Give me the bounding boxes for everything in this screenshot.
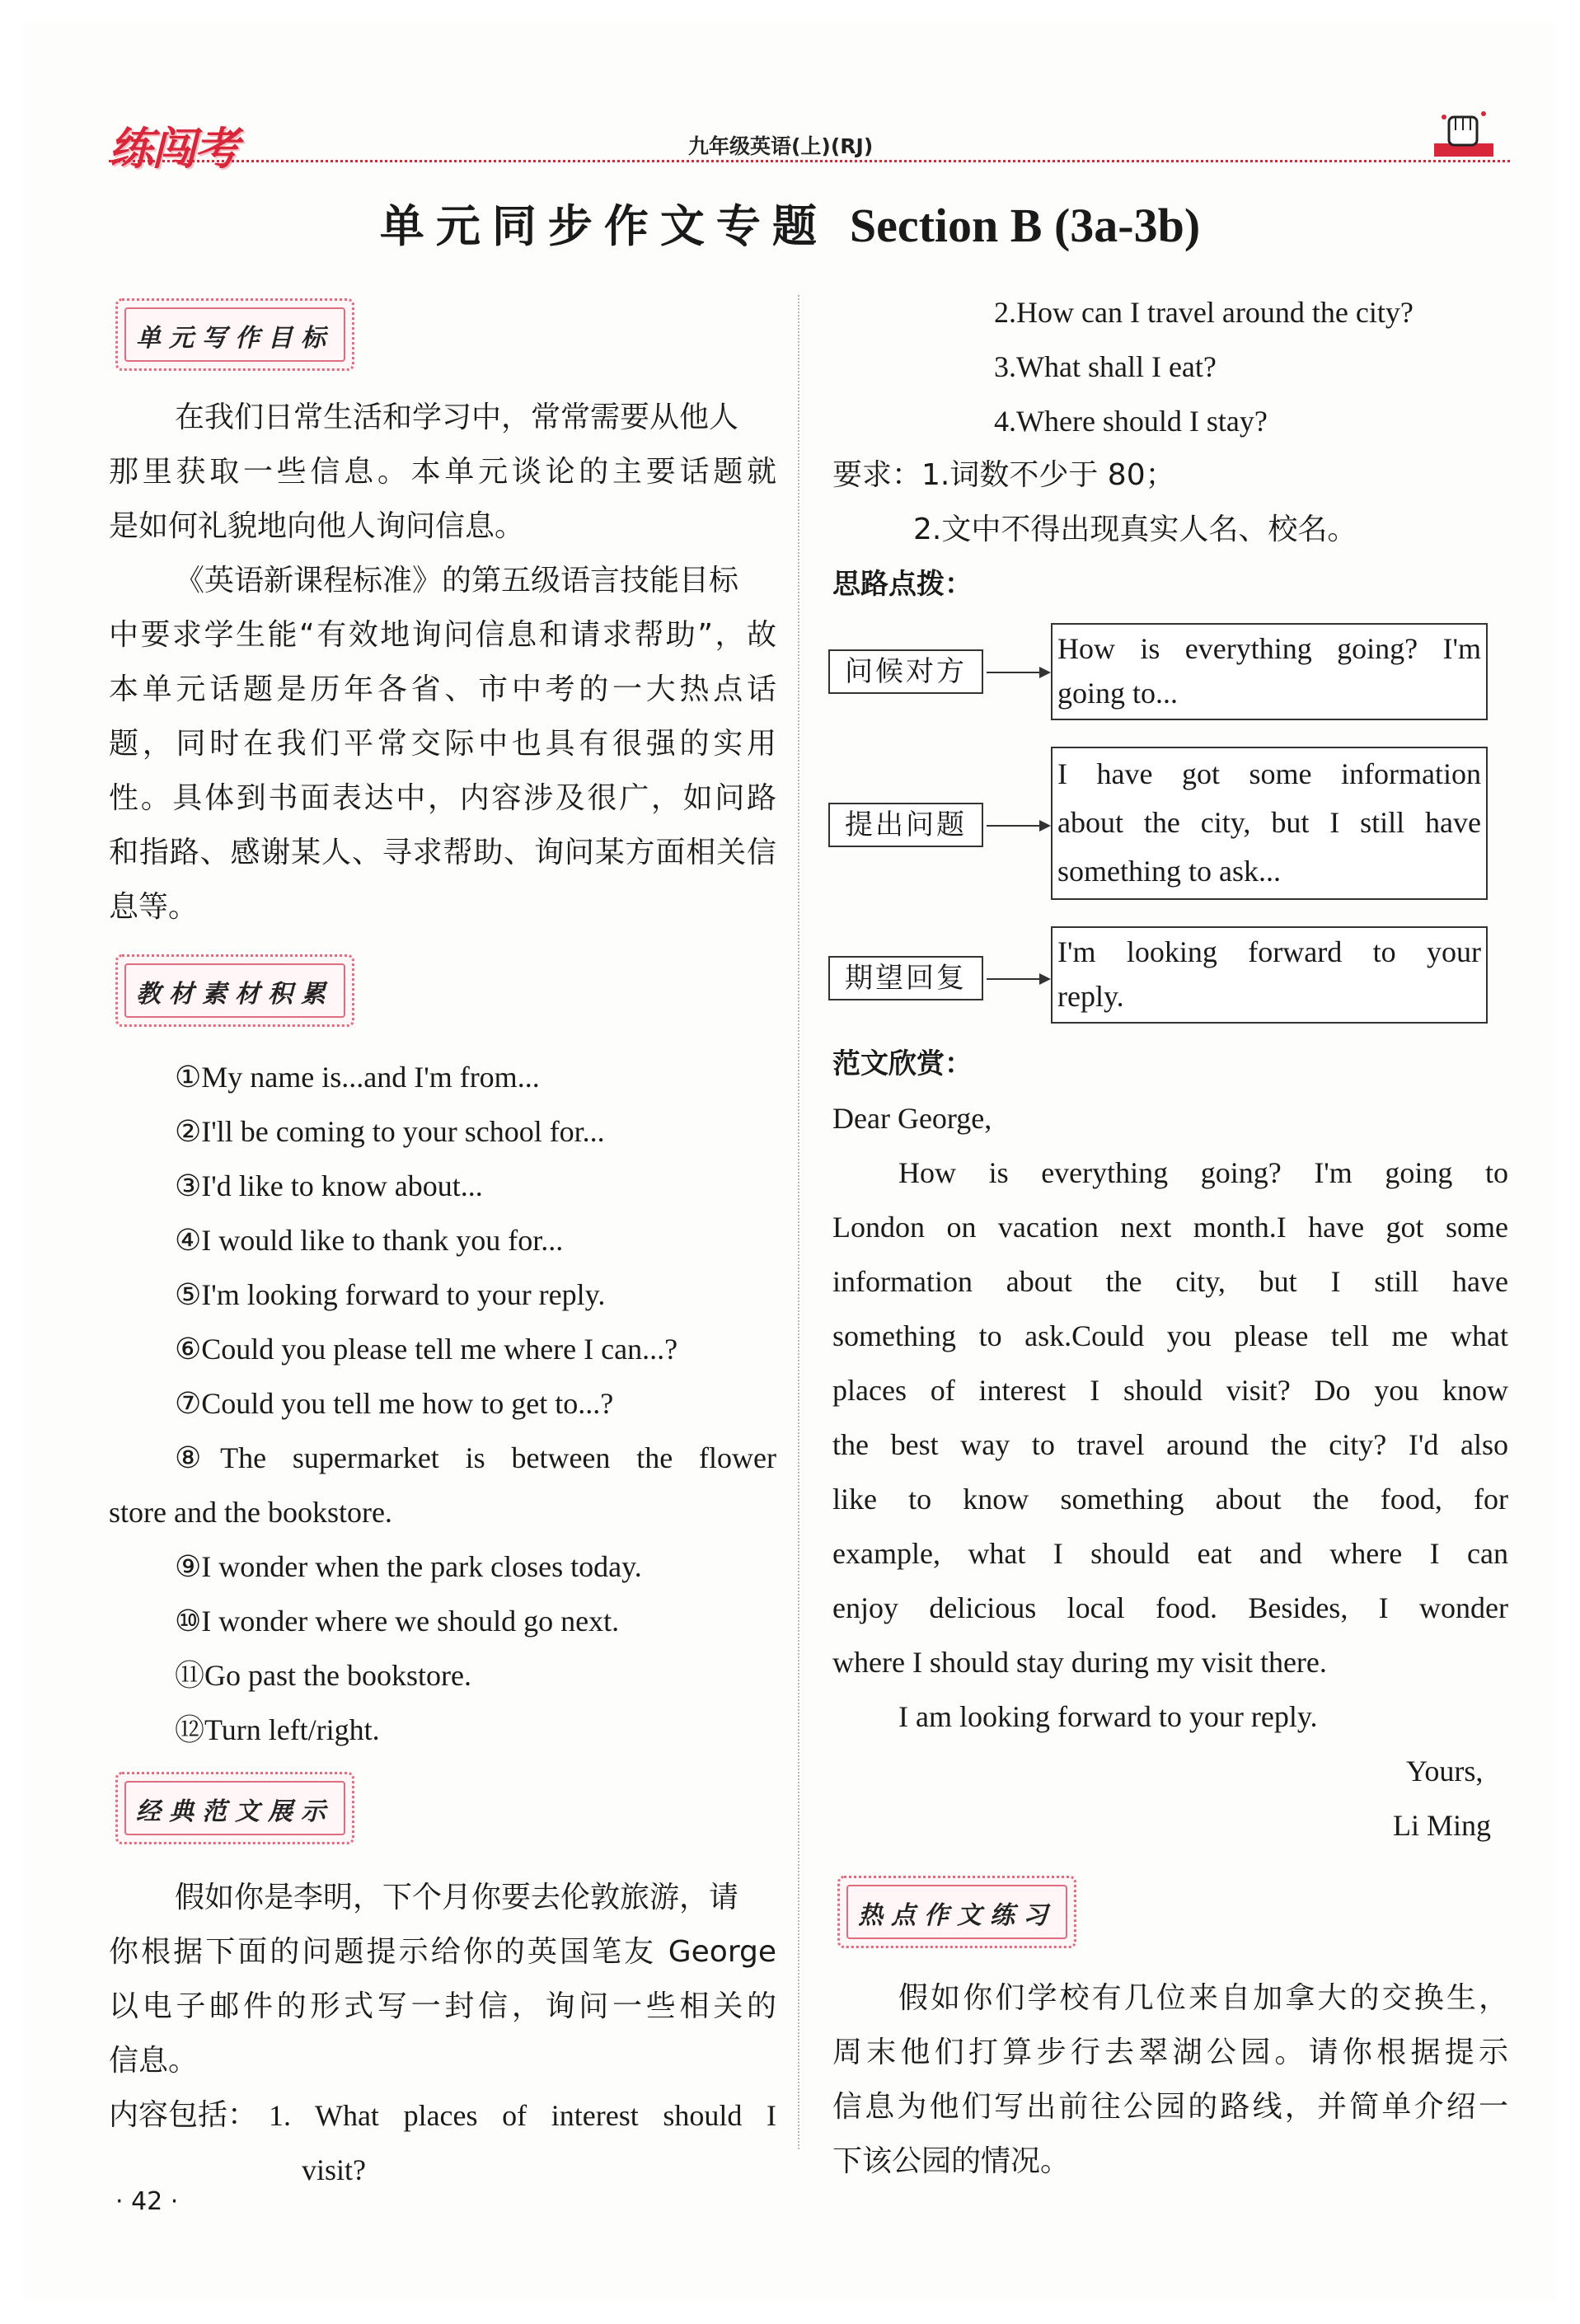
- letter-signoff: Yours,: [1406, 1755, 1484, 1788]
- flow-ask-line-1: I have got some information: [1057, 757, 1481, 790]
- brand-logo: 练闯考: [109, 123, 237, 175]
- letter-closing: I am looking forward to your reply.: [898, 1700, 1318, 1733]
- flow-arrow-2: [987, 825, 1049, 827]
- flow-step-reply: 期望回复: [828, 956, 983, 1000]
- hot-line-3: 信息为他们写出前往公园的路线，并简单介绍一: [832, 2090, 1508, 2124]
- letter-line-9: enjoy delicious local food. Besides, I wonder: [832, 1591, 1508, 1624]
- page-title: [0, 191, 1580, 255]
- material-item-3: ③I'd like to know about...: [175, 1169, 483, 1202]
- tips-heading: 思路点拨：: [832, 568, 973, 601]
- goal-line-7: 题，同时在我们平常交际中也具有很强的实用: [109, 727, 776, 761]
- content-question-4: 4.Where should I stay?: [994, 405, 1268, 438]
- material-item-9: ⑨I wonder when the park closes today.: [175, 1550, 642, 1583]
- content-question-1: 1. What places of interest should I: [269, 2099, 776, 2132]
- goal-line-9: 和指路、感谢某人、寻求帮助、询问某方面相关信: [109, 836, 776, 869]
- task-line-1: 假如你是李明，下个月你要去伦敦旅游，请: [175, 1881, 739, 1914]
- content-question-1-cont: visit?: [302, 2153, 366, 2186]
- material-item-5: ⑤I'm looking forward to your reply.: [175, 1278, 606, 1311]
- material-item-1: ①My name is...and I'm from...: [175, 1061, 540, 1094]
- letter-line-4: something to ask.Could you please tell me what: [832, 1319, 1508, 1352]
- material-item-12: ⑫Turn left/right.: [175, 1713, 380, 1746]
- goal-line-6: 本单元话题是历年各省、市中考的一大热点话: [109, 672, 776, 706]
- section-label-hot: 热点作文练习: [837, 1876, 1076, 1948]
- flow-content-ask: [1051, 747, 1488, 900]
- material-item-2: ②I'll be coming to your school for...: [175, 1115, 605, 1148]
- goal-line-2: 那里获取一些信息。本单元谈论的主要话题就: [109, 455, 776, 489]
- flow-greet-line-2: going to...: [1057, 677, 1179, 710]
- content-prefix: 内容包括：: [109, 2098, 258, 2132]
- page-number: · 42 ·: [115, 2187, 179, 2216]
- flow-ask-line-3: something to ask...: [1057, 855, 1281, 888]
- flow-reply-line-2: reply.: [1057, 980, 1124, 1013]
- material-item-7: ⑦Could you tell me how to get to...?: [175, 1387, 614, 1420]
- section-label-classic: 经典范文展示: [115, 1772, 354, 1844]
- goal-line-1: 在我们日常生活和学习中，常常需要从他人: [175, 401, 739, 434]
- goal-line-10: 息等。: [109, 890, 199, 924]
- flow-arrow-3: [987, 978, 1049, 980]
- material-item-6: ⑥Could you please tell me where I can...?: [175, 1333, 678, 1366]
- flow-step-greet: 问候对方: [828, 649, 983, 694]
- book-title: 九年级英语(上)(RJ): [688, 134, 874, 158]
- material-item-11: ⑪Go past the bookstore.: [175, 1659, 471, 1692]
- letter-line-1: How is everything going? I'm going to: [898, 1156, 1508, 1189]
- flow-step-ask: 提出问题: [828, 803, 983, 847]
- letter-line-8: example, what I should eat and where I can: [832, 1537, 1508, 1570]
- fist-icon: [1431, 105, 1497, 160]
- hot-line-4: 下该公园的情况。: [832, 2144, 1071, 2178]
- title-cn: 单元同步作文专题: [379, 200, 828, 252]
- column-divider: [798, 295, 799, 2149]
- flow-content-greet: [1051, 623, 1488, 720]
- letter-line-5: places of interest I should visit? Do you know: [832, 1374, 1508, 1407]
- flow-content-reply: [1051, 926, 1488, 1024]
- section-label-material: 教材素材积累: [115, 954, 354, 1027]
- section-label-goal: 单元写作目标: [115, 298, 354, 371]
- letter-line-3: information about the city, but I still have: [832, 1265, 1508, 1298]
- task-line-2: 你根据下面的问题提示给你的英国笔友 George: [109, 1935, 776, 1969]
- goal-line-4: 《英语新课程标准》的第五级语言技能目标: [175, 564, 739, 597]
- material-item-10: ⑩I wonder where we should go next.: [175, 1605, 620, 1638]
- sample-heading: 范文欣赏：: [832, 1047, 973, 1080]
- requirement-2: 2.文中不得出现真实人名、校名。: [913, 513, 1357, 546]
- letter-line-7: like to know something about the food, for: [832, 1483, 1508, 1516]
- content-question-3: 3.What shall I eat?: [994, 350, 1217, 383]
- goal-line-8: 性。具体到书面表达中，内容涉及很广，如问路: [109, 781, 776, 815]
- flow-greet-line-1: How is everything going? I'm: [1057, 632, 1481, 665]
- goal-line-3: 是如何礼貌地向他人询问信息。: [109, 509, 525, 543]
- hot-line-2: 周末他们打算步行去翠湖公园。请你根据提示: [832, 2036, 1508, 2069]
- flow-reply-line-1: I'm looking forward to your: [1057, 935, 1481, 968]
- material-item-8-cont: store and the bookstore.: [109, 1496, 392, 1529]
- material-item-4: ④I would like to thank you for...: [175, 1224, 564, 1257]
- content-question-2: 2.How can I travel around the city?: [994, 296, 1414, 329]
- letter-signature: Li Ming: [1393, 1809, 1492, 1842]
- hot-line-1: 假如你们学校有几位来自加拿大的交换生，: [898, 1981, 1508, 2015]
- requirement-1: 要求：1.词数不少于 80；: [832, 458, 1175, 492]
- letter-line-6: the best way to travel around the city? I'd also: [832, 1428, 1508, 1461]
- task-line-3: 以电子邮件的形式写一封信，询问一些相关的: [109, 1989, 776, 2023]
- goal-line-5: 中要求学生能“有效地询问信息和请求帮助”，故: [109, 618, 776, 652]
- letter-salutation: Dear George,: [832, 1102, 992, 1135]
- title-en: Section B (3a-3b): [849, 199, 1201, 252]
- task-line-4: 信息。: [109, 2044, 199, 2078]
- letter-line-2: London on vacation next month.I have got some: [832, 1211, 1508, 1244]
- letter-line-10: where I should stay during my visit there.: [832, 1646, 1327, 1679]
- material-item-8: ⑧The supermarket is between the flower: [175, 1441, 776, 1474]
- flow-ask-line-2: about the city, but I still have: [1057, 806, 1481, 839]
- header-divider: [109, 160, 1510, 162]
- flow-arrow-1: [987, 672, 1049, 673]
